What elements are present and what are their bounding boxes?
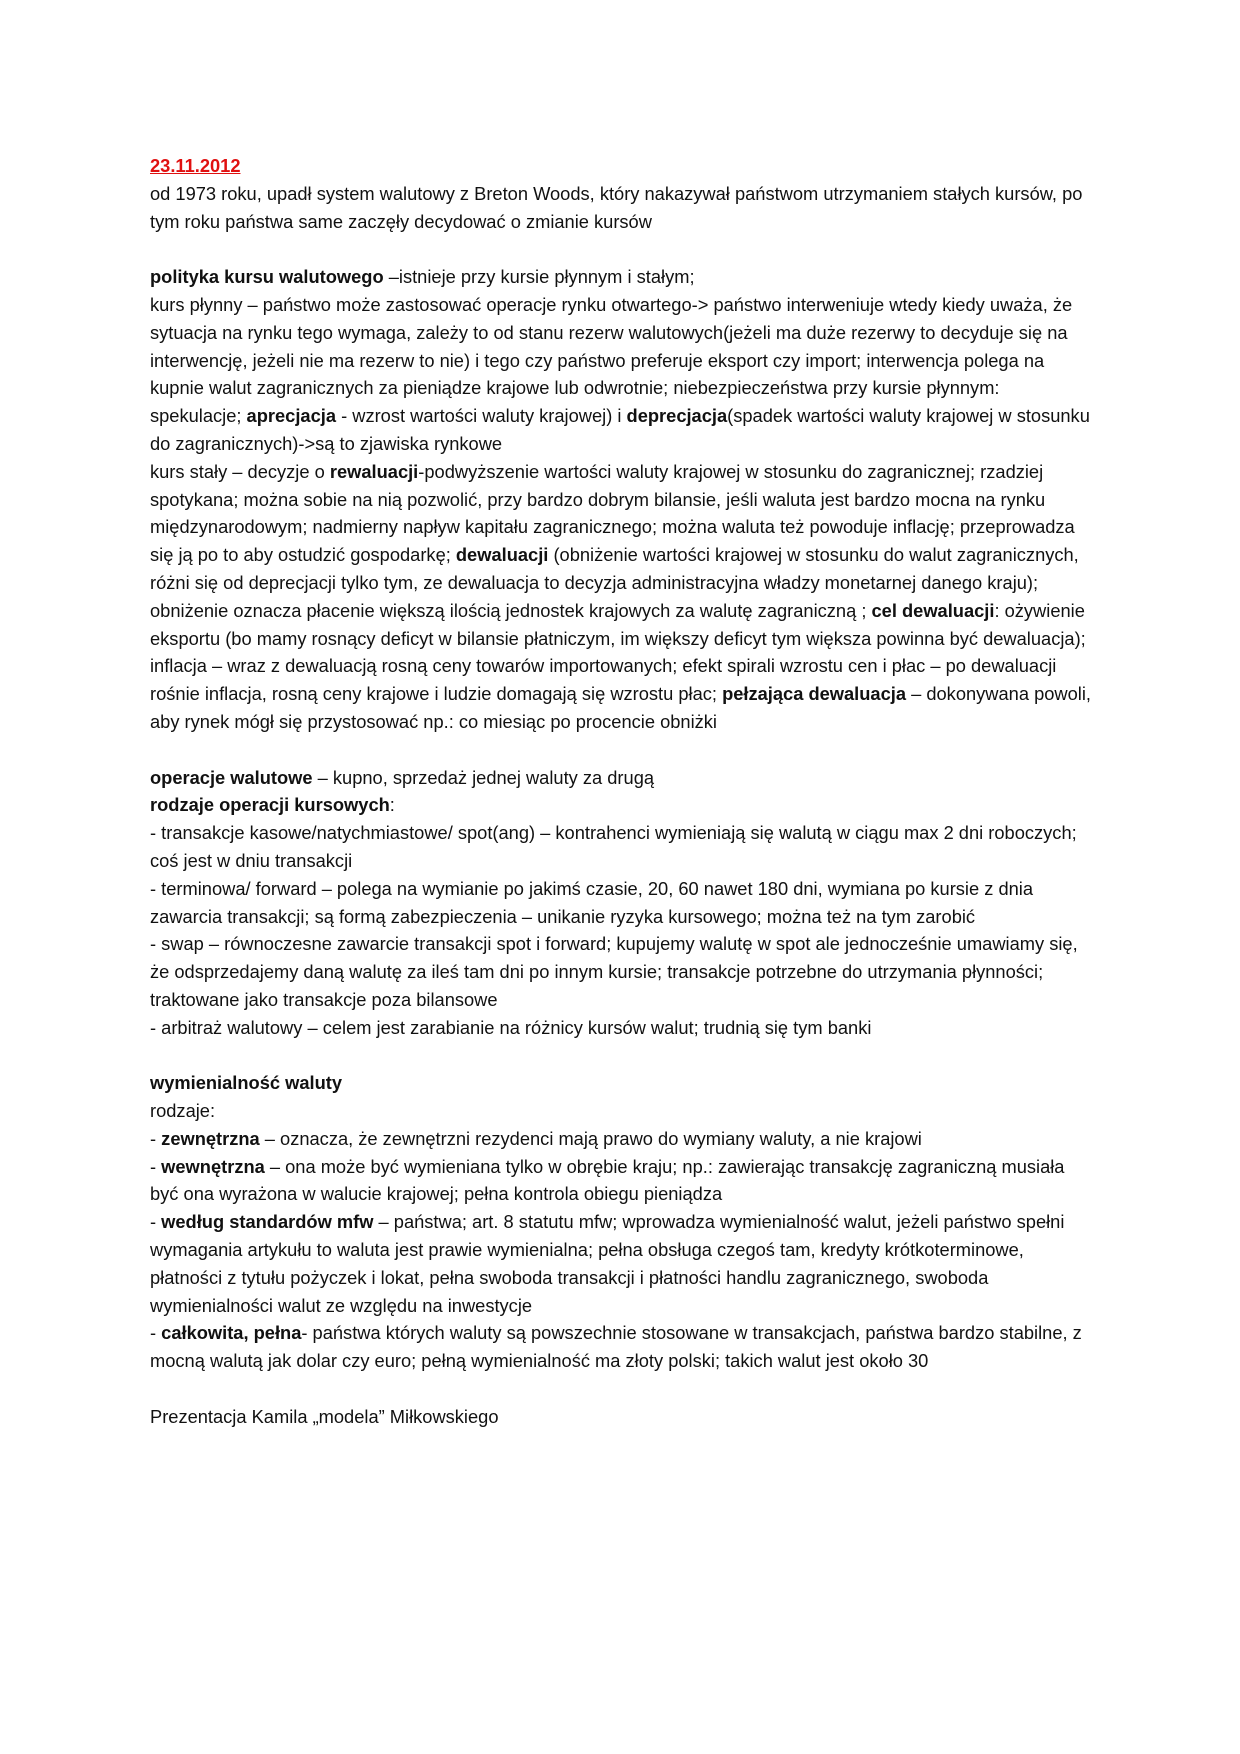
list-item: - według standardów mfw – państwa; art. 8 statutu mfw; wprowadza wymienialność walut, jeżeli państwo spełni wymagania artykułu to waluta jest prawie wymienialna; pełna obsługa czegoś tam, kredyty krótkoterminowe, płatności z tytułu pożyczek i lokat, pełna swoboda transakcji i płatności handlu zagranicznego, swoboda wymienialności walut ze względu na inwestycje — [150, 1211, 1065, 1316]
subsection-title: rodzaje operacji kursowych — [150, 794, 390, 816]
list-item: - wewnętrzna – ona może być wymieniana tylko w obrębie kraju; np.: zawierając transakcję zagraniczną musiała być ona wyrażona w walucie krajowej; pełna kontrola obiegu pieniądza — [150, 1155, 1065, 1205]
term-floating-rate: kurs płynny — [150, 293, 243, 315]
list-item: - swap – równoczesne zawarcie transakcji spot i forward; kupujemy walutę w spot ale jednocześnie umawiamy się, że odsprzedajemy daną walutę za ileś tam dni po innym kursie; transakcje potrzebne do utrzymania płynności; traktowane jako transakcje poza bilansowe — [150, 933, 1078, 1010]
term-rewaluacji: rewaluacji — [329, 460, 419, 482]
term-cel-dewaluacji: cel dewaluacji — [871, 599, 995, 621]
spacer — [150, 736, 1095, 764]
section-title: polityka kursu walutowego — [150, 266, 384, 288]
section-convertibility — [150, 1069, 1095, 1097]
section-title: wymienialność waluty — [150, 1072, 343, 1094]
spacer — [150, 1375, 1095, 1403]
date-heading: 23.11.2012 — [150, 155, 241, 176]
term-zewnetrzna: zewnętrzna — [161, 1127, 260, 1149]
term-dewaluacji: dewaluacji — [455, 544, 549, 566]
list-item: - arbitraż walutowy – celem jest zarabianie na różnicy kursów walut; trudnią się tym banki — [150, 1016, 872, 1038]
list-item: - całkowita, pełna- państwa których waluty są powszechnie stosowane w transakcjach, państwa bardzo stabilne, z mocną walutą jak dolar czy euro; pełną wymienialność ma złoty polski; takich walut jest około 30 — [150, 1322, 1082, 1372]
document-page — [150, 152, 1095, 1431]
list-item: - zewnętrzna – oznacza, że zewnętrzni rezydenci mają prawo do wymiany waluty, a nie krajowi — [150, 1127, 922, 1149]
types-label: rodzaje: — [150, 1100, 216, 1122]
footer-note: Prezentacja Kamila „modela” Miłkowskiego — [150, 1405, 499, 1427]
fixed-rate-paragraph: kurs stały – decyzje o rewaluacji-podwyższenie wartości waluty krajowej w stosunku do zagranicznej; rzadziej spotykana; można sobie na nią pozwolić, przy bardzo dobrym bilansie, jeśli waluta jest bardzo mocna na rynku międzynarodowym; nadmierny napływ kapitału zagranicznego; można waluta też powoduje inflację; przeprowadza się ją po to aby ostudzić gospodarkę; dewaluacji (obniżenie wartości krajowej w stosunku do walut zagranicznych, różni się od deprecjacji tylko tym, ze dewaluacja to decyzja administracyjna władzy monetarnej danego kraju); obniżenie oznacza płacenie większą ilością jednostek krajowych za walutę zagraniczną ; cel dewaluacji: ożywienie eksportu (bo mamy rosnący deficyt w bilansie płatniczym, im większy deficyt tym większa powinna być dewaluacja); inflacja – wraz z dewaluacją rosną ceny towarów importowanych; efekt spirali wzrostu cen i płac – po dewaluacji rośnie inflacja, rosną ceny krajowe i ludzie domagają się wzrostu płac; pełzająca dewaluacja – dokonywana powoli, aby rynek mógł się przystosować np.: co miesiąc po procencie obniżki — [150, 460, 1091, 732]
intro-paragraph: od 1973 roku, upadł system walutowy z Breton Woods, który nakazywał państwom utrzymaniem stałych kursów, po tym roku państwa same zaczęły decydować o zmianie kursów — [150, 182, 1083, 232]
spacer — [150, 1042, 1095, 1070]
term-aprecjacja: aprecjacja — [246, 405, 336, 427]
term-deprecjacja: deprecjacja — [626, 405, 728, 427]
term-wewnetrzna: wewnętrzna — [161, 1155, 265, 1177]
floating-rate-paragraph: kurs płynny – państwo może zastosować operacje rynku otwartego-> państwo interweniuje wtedy kiedy uważa, że sytuacja na rynku tego wymaga, zależy to od stanu rezerw walutowych(jeżeli ma duże rezerwy to decyduje się na interwencję, jeżeli nie ma rezerw to nie) i tego czy państwo preferuje eksport czy import; interwencja polega na kupnie walut zagranicznych za pieniądze krajowe lub odwrotnie; niebezpieczeństwa przy kursie płynnym: spekulacje; aprecjacja - wzrost wartości waluty krajowej) i deprecjacja(spadek wartości waluty krajowej w stosunku do zagranicznych)->są to zjawiska rynkowe — [150, 293, 1090, 454]
term-full-convertibility: całkowita, pełna — [161, 1322, 302, 1344]
section-currency-operations: operacje walutowe – kupno, sprzedaż jednej waluty za drugą — [150, 766, 655, 788]
term-fixed-rate: kurs stały — [150, 460, 228, 482]
term-mfw-standards: według standardów mfw — [161, 1211, 374, 1233]
spacer — [150, 235, 1095, 263]
list-item: - transakcje kasowe/natychmiastowe/ spot(ang) – kontrahenci wymieniają się walutą w ciągu max 2 dni roboczych; coś jest w dniu transakcji — [150, 822, 1077, 871]
list-item: - terminowa/ forward – polega na wymianie po jakimś czasie, 20, 60 nawet 180 dni, wymiana po kursie z dnia zawarcia transakcji; są formą zabezpieczenia – unikanie ryzyka kursowego; można też na tym zarobić — [150, 877, 1034, 927]
subsection-operation-types: rodzaje operacji kursowych: — [150, 794, 395, 816]
document-date — [150, 152, 1095, 180]
section-exchange-policy: polityka kursu walutowego –istnieje przy kursie płynnym i stałym; — [150, 266, 695, 288]
section-title: operacje walutowe — [150, 766, 313, 788]
term-pelzajaca-dewaluacja: pełzająca dewaluacja — [722, 683, 907, 705]
